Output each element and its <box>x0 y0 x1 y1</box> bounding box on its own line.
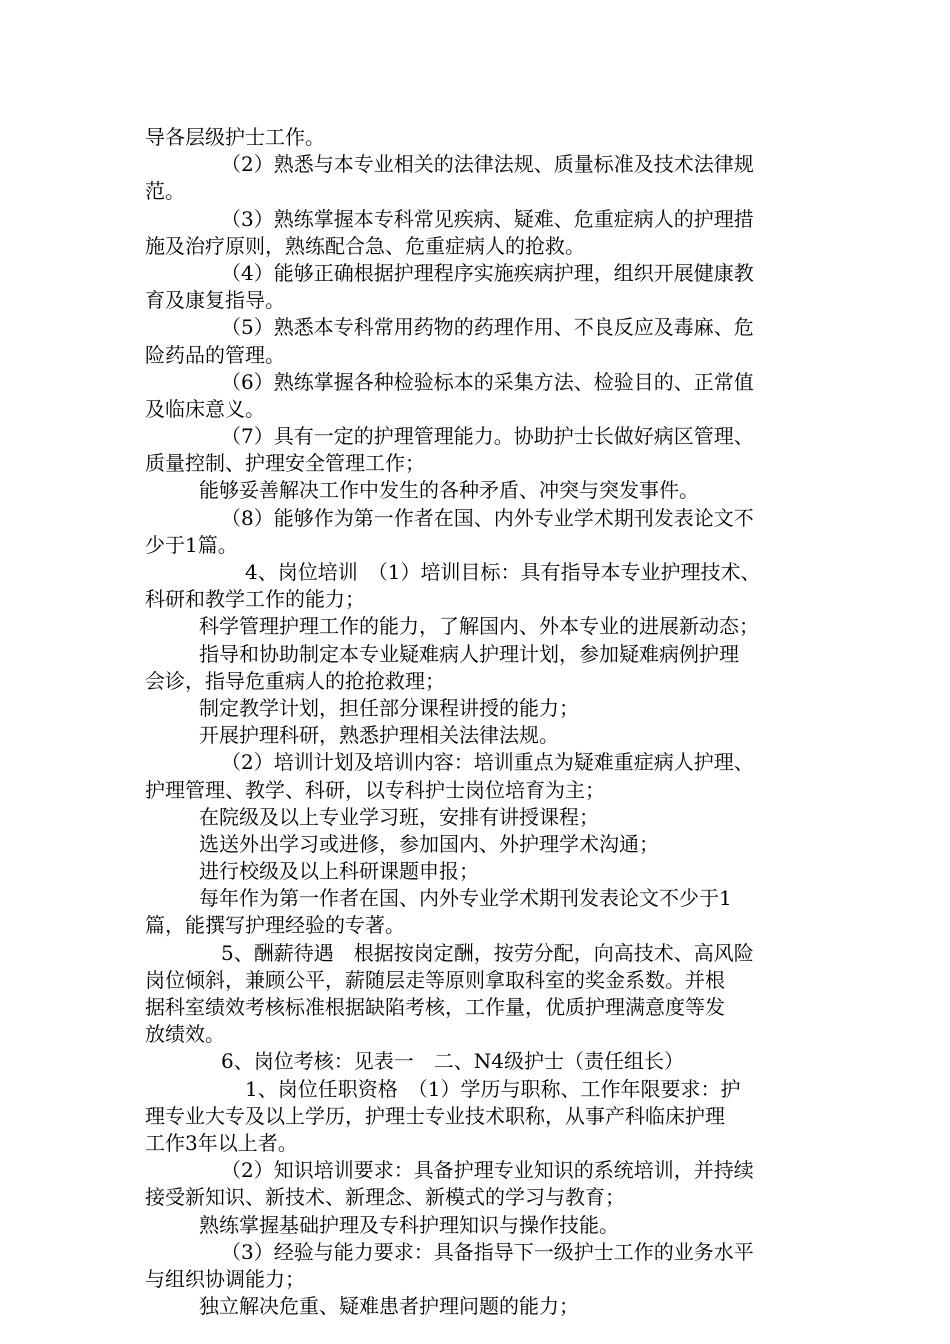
text-line: 进行校级及以上科研课题申报； <box>199 859 479 884</box>
text-line: 护理管理、教学、科研，以专科护士岗位培育为主； <box>145 777 605 802</box>
text-line: 4、岗位培训 （1）培训目标：具有指导本专业护理技术、 <box>245 560 761 584</box>
text-line: 育及康复指导。 <box>145 288 285 313</box>
text-line: 科学管理护理工作的能力，了解国内、外本专业的进展新动态； <box>199 614 759 639</box>
text-line: 险药品的管理。 <box>145 342 285 367</box>
text-line: 及临床意义。 <box>145 396 265 421</box>
text-line: 5、酬薪待遇 根据按岗定酬，按劳分配，向高技术、高风险 <box>221 940 754 965</box>
text-line: 施及治疗原则，熟练配合急、危重症病人的抢救。 <box>145 233 585 258</box>
text-line: 每年作为第一作者在国、内外专业学术期刊发表论文不少于1 <box>199 886 732 911</box>
text-line: 与组织协调能力； <box>145 1266 305 1291</box>
document-body <box>145 124 815 1320</box>
text-line: 1、岗位任职资格 （1）学历与职称、工作年限要求：护 <box>245 1076 741 1101</box>
text-line: 制定教学计划，担任部分课程讲授的能力； <box>199 695 579 720</box>
text-line: 科研和教学工作的能力； <box>145 587 365 612</box>
text-line: 据科室绩效考核标准根据缺陷考核，工作量，优质护理满意度等发 <box>145 995 725 1019</box>
text-line: 开展护理科研，熟悉护理相关法律法规。 <box>199 723 559 748</box>
text-line: 指导和协助制定本专业疑难病人护理计划，参加疑难病例护理 <box>199 641 739 666</box>
text-line: （6）熟练掌握各种检验标本的采集方法、检验目的、正常值 <box>221 369 754 394</box>
text-line: 能够妥善解决工作中发生的各种矛盾、冲突与突发事件。 <box>199 478 699 503</box>
text-line: 6、岗位考核：见表一 二、N4级护士（责任组长） <box>221 1049 684 1074</box>
text-line: （3）熟练掌握本专科常见疾病、疑难、危重症病人的护理措 <box>221 206 754 231</box>
text-line: 熟练掌握基础护理及专科护理知识与操作技能。 <box>199 1212 619 1237</box>
text-line: 选送外出学习或进修，参加国内、外护理学术沟通； <box>199 831 659 856</box>
text-line: 独立解决危重、疑难患者护理问题的能力； <box>199 1294 579 1319</box>
text-line: 在院级及以上专业学习班，安排有讲授课程； <box>199 804 599 829</box>
text-line: 接受新知识、新技术、新理念、新模式的学习与教育； <box>145 1185 625 1210</box>
text-line: 放绩效。 <box>145 1022 225 1047</box>
text-line: 篇，能撰写护理经验的专著。 <box>145 913 405 938</box>
text-line: （2）熟悉与本专业相关的法律法规、质量标准及技术法律规 <box>221 152 754 177</box>
text-line: 工作3年以上者。 <box>145 1130 298 1155</box>
text-line: 岗位倾斜，兼顾公平，薪随层走等原则拿取科室的奖金系数。并根 <box>145 967 725 992</box>
text-line: （7）具有一定的护理管理能力。协助护士长做好病区管理、 <box>221 424 754 449</box>
text-line: （5）熟悉本专科常用药物的药理作用、不良反应及毒麻、危 <box>221 315 754 340</box>
text-line: 少于1篇。 <box>145 532 238 557</box>
text-line: （8）能够作为第一作者在国、内外专业学术期刊发表论文不 <box>221 505 754 530</box>
text-line: 范。 <box>145 179 185 204</box>
text-line: （3）经验与能力要求：具备指导下一级护士工作的业务水平 <box>221 1239 754 1264</box>
text-line: （2）知识培训要求：具备护理专业知识的系统培训，并持续 <box>221 1158 754 1183</box>
text-line: （4）能够正确根据护理程序实施疾病护理，组织开展健康教 <box>221 260 754 285</box>
text-line: 质量控制、护理安全管理工作； <box>145 451 425 476</box>
text-line: 理专业大专及以上学历，护理士专业技术职称，从事产科临床护理 <box>145 1103 725 1128</box>
text-line: （2）培训计划及培训内容：培训重点为疑难重症病人护理、 <box>221 750 754 775</box>
text-line: 会诊，指导危重病人的抢抢救理； <box>145 668 445 693</box>
text-line: 导各层级护士工作。 <box>145 125 325 149</box>
